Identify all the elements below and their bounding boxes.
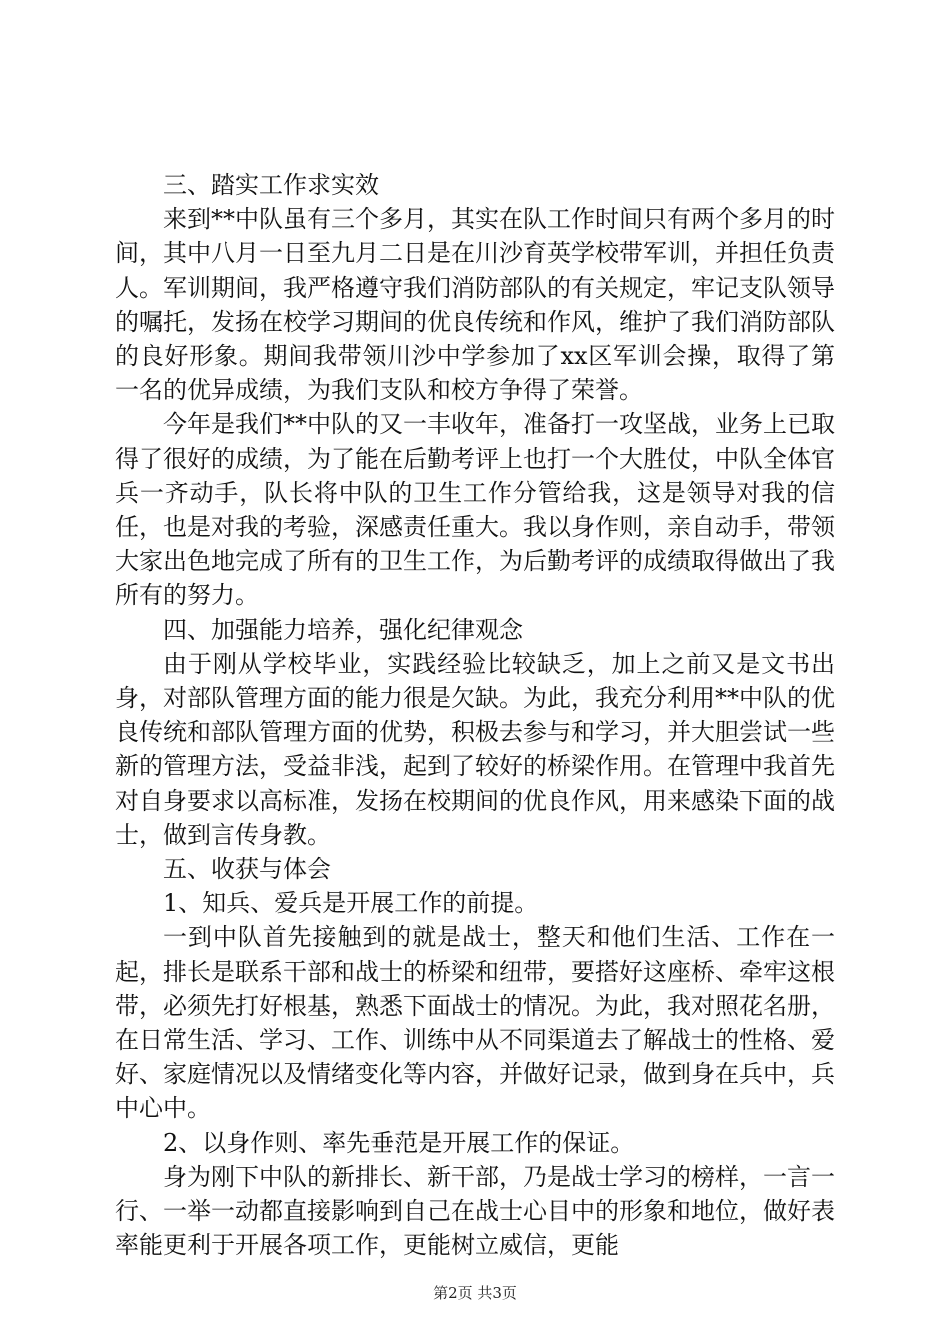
paragraph: 由于刚从学校毕业，实践经验比较缺乏，加上之前又是文书出身，对部队管理方面的能力很是欠缺。为此，我充分利用**中队的优良传统和部队管理方面的优势，积极去参与和学习，并大胆尝试一些新的管理方法，受益非浅，起到了较好的桥梁作用。在管理中我首先对自身要求以高标准，发扬在校期间的优良作风，用来感染下面的战士，做到言传身教。: [115, 649, 835, 849]
subheading-1: 1、知兵、爱兵是开展工作的前提。: [163, 889, 539, 918]
paragraph: 身为刚下中队的新排长、新干部，乃是战士学习的榜样，一言一行、一举一动都直接影响到自己在战士心目中的形象和地位，做好表率能更利于开展各项工作，更能树立威信，更能: [115, 1162, 835, 1260]
section-heading-4: 四、加强能力培养，强化纪律观念: [163, 615, 523, 644]
paragraph: 来到**中队虽有三个多月，其实在队工作时间只有两个多月的时间，其中八月一日至九月二日是在川沙育英学校带军训，并担任负责人。军训期间，我严格遵守我们消防部队的有关规定，牢记支队领导的嘱托，发扬在校学习期间的优良传统和作风，维护了我们消防部队的良好形象。期间我带领川沙中学参加了xx区军训会操，取得了第一名的优异成绩，为我们支队和校方争得了荣誉。: [115, 205, 835, 405]
document-body: [115, 168, 835, 1263]
section-heading-5: 五、收获与体会: [163, 855, 331, 884]
paragraph: 今年是我们**中队的又一丰收年，准备打一攻坚战，业务上已取得了很好的成绩，为了能在后勤考评上也打一个大胜仗，中队全体官兵一齐动手，队长将中队的卫生工作分管给我，这是领导对我的信任，也是对我的考验，深感责任重大。我以身作则，亲自动手，带领大家出色地完成了所有的卫生工作，为后勤考评的成绩取得做出了我所有的努力。: [115, 410, 835, 610]
paragraph: 一到中队首先接触到的就是战士，整天和他们生活、工作在一起，排长是联系干部和战士的桥梁和纽带，要搭好这座桥、牵牢这根带，必须先打好根基，熟悉下面战士的情况。为此，我对照花名册，在日常生活、学习、工作、训练中从不同渠道去了解战士的性格、爱好、家庭情况以及情绪变化等内容，并做好记录，做到身在兵中，兵中心中。: [115, 923, 835, 1123]
section-heading-3: 三、踏实工作求实效: [163, 171, 379, 199]
page-footer: 第2页 共3页: [433, 1284, 517, 1302]
subheading-2: 2、以身作则、率先垂范是开展工作的保证。: [163, 1128, 635, 1157]
